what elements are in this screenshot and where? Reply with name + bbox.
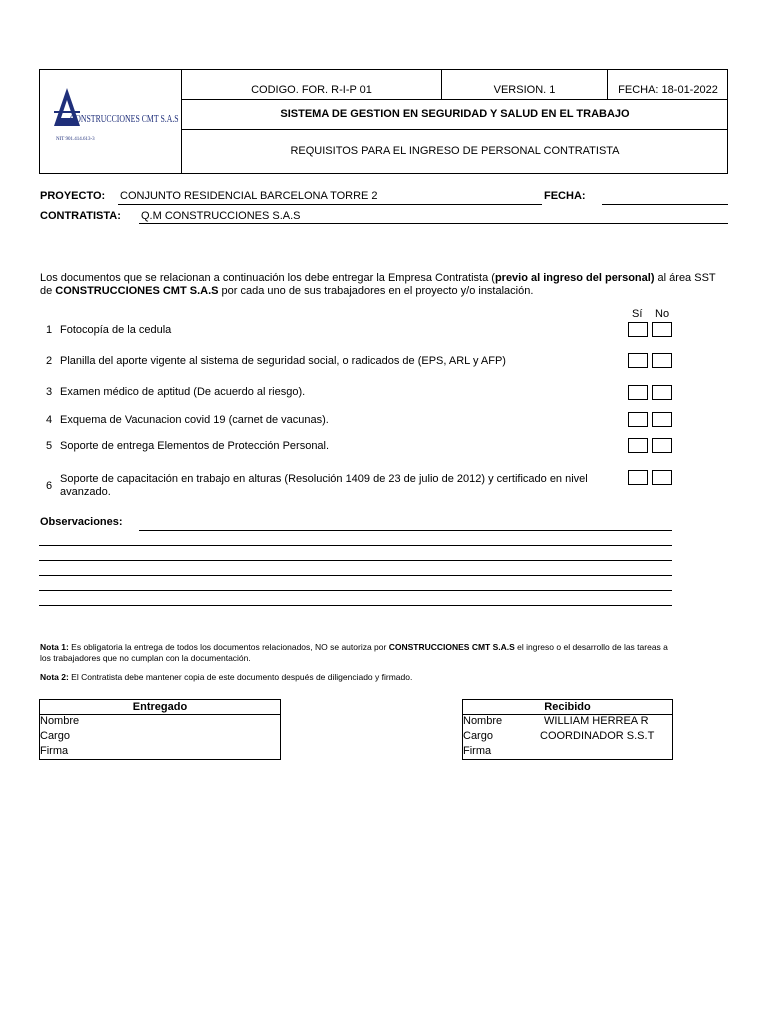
fecha-label: FECHA: (544, 190, 586, 202)
doc-date: FECHA: 18-01-2022 (618, 84, 718, 96)
proyecto-field[interactable]: CONJUNTO RESIDENCIAL BARCELONA TORRE 2 (120, 190, 378, 202)
no-checkbox[interactable] (652, 385, 672, 400)
item-number: 2 (46, 355, 53, 367)
entregado-table (39, 699, 281, 760)
no-checkbox[interactable] (652, 353, 672, 368)
header-table (39, 69, 728, 174)
doc-version: VERSION. 1 (493, 84, 556, 96)
contratista-field[interactable]: Q.M CONSTRUCCIONES S.A.S (141, 210, 301, 222)
recibido-title: Recibido (544, 701, 591, 713)
item-text: Soporte de capacitación en trabajo en alturas (Resolución 1409 de 23 de julio de 2012) y certificado en nivel avanzado. (60, 473, 588, 498)
entregado-cargo-label: Cargo (40, 730, 70, 742)
item-number: 4 (46, 414, 53, 426)
item-text: Fotocopía de la cedula (60, 324, 172, 336)
observaciones-label: Observaciones: (40, 516, 123, 528)
contratista-label: CONTRATISTA: (40, 210, 121, 222)
si-checkbox[interactable] (628, 322, 648, 337)
logo-nit: NIT 901.414.613-3 (56, 137, 95, 142)
item-text: Exquema de Vacunacion covid 19 (carnet de vacunas). (60, 414, 329, 426)
si-column-header: Sí (632, 308, 643, 320)
company-logo (40, 70, 182, 173)
item-text: Examen médico de aptitud (De acuerdo al riesgo). (60, 386, 306, 398)
proyecto-label: PROYECTO: (40, 190, 106, 202)
logo-name: CONSTRUCCIONES CMT S.A.S (70, 114, 179, 125)
intro-paragraph: Los documentos que se relacionan a continuación los debe entregar la Empresa Contratista (previo al ingreso del personal) al área SST de CONSTRUCCIONES CMT S.A.S por cada uno de sus trabajadores en el proyecto y/o instalación. (40, 272, 716, 297)
entregado-firma-label: Firma (40, 745, 69, 757)
doc-code: CODIGO. FOR. R-I-P 01 (251, 84, 372, 96)
si-checkbox[interactable] (628, 412, 648, 427)
system-title: SISTEMA DE GESTION EN SEGURIDAD Y SALUD EN EL TRABAJO (280, 108, 630, 120)
no-checkbox[interactable] (652, 322, 672, 337)
nota-2: Nota 2: El Contratista debe mantener copia de este documento después de diligenciado y firmado. (40, 672, 413, 682)
nota-1: Nota 1: Es obligatoria la entrega de todos los documentos relacionados, NO se autoriza por CONSTRUCCIONES CMT S.A.S el ingreso o el desarrollo de las tareas a los trabajadores que no cumplan con la documentación. (40, 642, 668, 663)
recibido-cargo-field[interactable]: COORDINADOR S.S.T (540, 730, 655, 742)
no-column-header: No (655, 308, 670, 320)
recibido-nombre-label: Nombre (463, 715, 503, 727)
si-checkbox[interactable] (628, 470, 648, 485)
si-checkbox[interactable] (628, 353, 648, 368)
item-number: 5 (46, 440, 53, 452)
si-checkbox[interactable] (628, 385, 648, 400)
recibido-firma-label: Firma (463, 745, 492, 757)
no-checkbox[interactable] (652, 412, 672, 427)
entregado-nombre-label: Nombre (40, 715, 80, 727)
item-text: Planilla del aporte vigente al sistema de seguridad social, o radicados de (EPS, ARL y AFP) (60, 355, 506, 367)
recibido-cargo-label: Cargo (463, 730, 493, 742)
si-checkbox[interactable] (628, 438, 648, 453)
no-checkbox[interactable] (652, 470, 672, 485)
recibido-table (462, 699, 673, 760)
item-number: 1 (46, 324, 53, 336)
doc-title: REQUISITOS PARA EL INGRESO DE PERSONAL CONTRATISTA (290, 145, 620, 157)
entregado-title: Entregado (132, 701, 188, 713)
item-number: 6 (46, 480, 53, 492)
item-number: 3 (46, 386, 53, 398)
item-text: Soporte de entrega Elementos de Protección Personal. (60, 440, 330, 452)
no-checkbox[interactable] (652, 438, 672, 453)
recibido-nombre-field[interactable]: WILLIAM HERREA R (544, 715, 649, 727)
